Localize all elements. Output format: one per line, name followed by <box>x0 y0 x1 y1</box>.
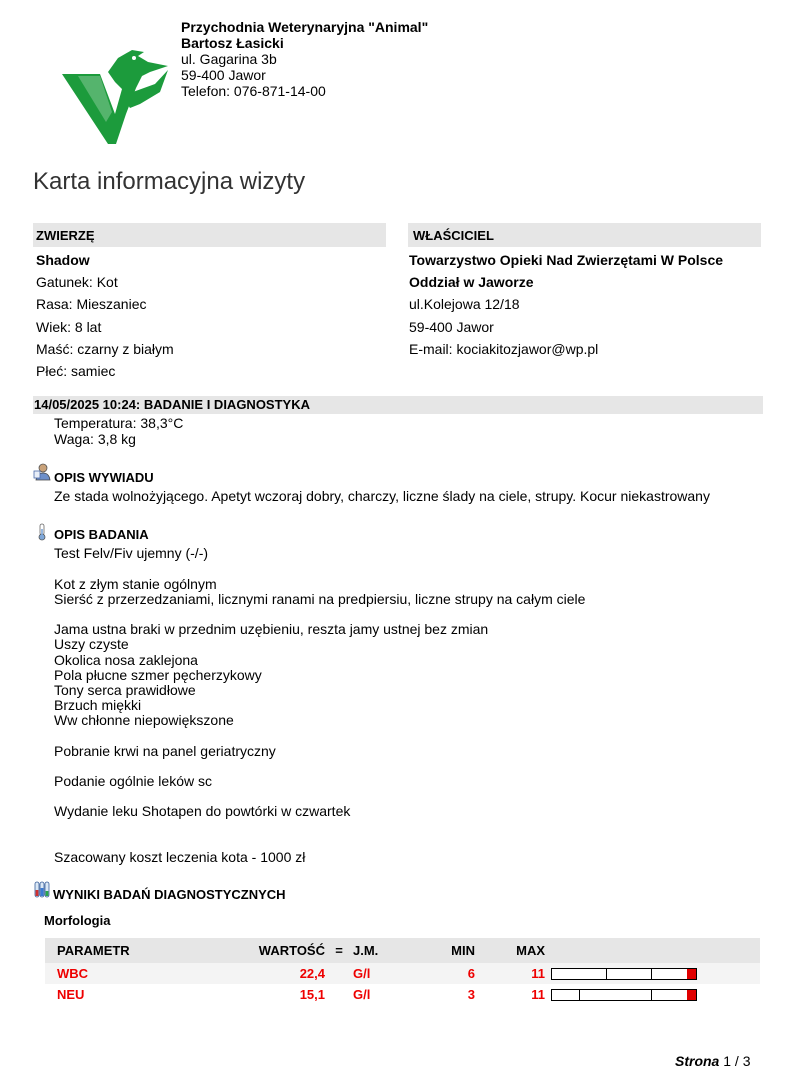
animal-age: Wiek: 8 lat <box>36 319 102 335</box>
cell-param: NEU <box>57 987 85 1002</box>
animal-breed: Rasa: Mieszaniec <box>36 296 147 312</box>
cell-min: 3 <box>467 987 475 1002</box>
page-footer <box>675 1053 751 1069</box>
cell-param: WBC <box>57 966 89 981</box>
cell-unit: G/l <box>353 966 371 981</box>
range-tick <box>651 969 652 979</box>
range-bar <box>551 968 697 980</box>
animal-sex: Płeć: samiec <box>36 363 116 379</box>
owner-name-line1: Towarzystwo Opieki Nad Zwierzętami W Polsce <box>409 252 724 268</box>
exam-line: Szacowany koszt leczenia kota - 1000 zł <box>54 849 306 865</box>
exam-line: Okolica nosa zaklejona <box>54 652 198 668</box>
results-table-header <box>45 938 760 963</box>
column-header-max: MAX <box>475 938 545 963</box>
column-header-value: WARTOŚĆ <box>220 938 325 963</box>
history-text: Ze stada wolnożyjącego. Apetyt wczoraj dobry, charczy, liczne ślady na ciele, strupy. Kocur niekastrowany <box>54 488 710 504</box>
owner-header <box>408 223 761 247</box>
visit-header <box>33 396 763 414</box>
owner-city: 59-400 Jawor <box>409 319 494 335</box>
exam-line: Tony serca prawidłowe <box>54 682 196 698</box>
page-total: / 3 <box>731 1053 751 1069</box>
visit-temperature: Temperatura: 38,3°C <box>54 415 184 431</box>
cell-max: 11 <box>531 987 545 1002</box>
exam-header: OPIS BADANIA <box>54 527 149 542</box>
cell-unit: G/l <box>353 987 371 1002</box>
results-header: WYNIKI BADAŃ DIAGNOSTYCZNYCH <box>53 887 286 902</box>
person-icon <box>33 463 51 481</box>
animal-name: Shadow <box>36 252 90 268</box>
range-bar <box>551 989 697 1001</box>
cell-value: 15,1 <box>299 987 325 1002</box>
animal-color: Maść: czarny z białym <box>36 341 174 357</box>
test-tubes-icon <box>33 881 51 899</box>
page-title: Karta informacyjna wizyty <box>33 168 306 195</box>
exam-line: Pola płucne szmer pęcherzykowy <box>54 667 262 683</box>
exam-line: Ww chłonne niepowiększone <box>54 712 234 728</box>
page-number: 1 <box>723 1053 732 1069</box>
animal-header-label: ZWIERZĘ <box>36 228 95 243</box>
thermometer-icon <box>36 523 48 541</box>
range-tick <box>606 969 607 979</box>
column-header-unit: J.M. <box>353 938 421 963</box>
cell-value: 22,4 <box>299 966 325 981</box>
range-tick <box>579 990 580 1000</box>
exam-line: Test Felv/Fiv ujemny (-/-) <box>54 545 209 561</box>
animal-header <box>33 223 386 247</box>
visit-weight: Waga: 3,8 kg <box>54 431 136 447</box>
column-header-eq: = <box>325 938 353 963</box>
range-tick <box>651 990 652 1000</box>
value-marker <box>687 969 696 979</box>
results-group: Morfologia <box>44 913 111 928</box>
clinic-info <box>181 19 428 99</box>
animal-species: Gatunek: Kot <box>36 274 118 290</box>
exam-line: Uszy czyste <box>54 636 129 652</box>
exam-line: Sierść z przerzedzaniami, licznymi ranami na predpiersiu, liczne strupy na całym ciele <box>54 591 586 607</box>
owner-email: E-mail: kociakitozjawor@wp.pl <box>409 341 599 357</box>
exam-line: Kot z złym stanie ogólnym <box>54 576 217 592</box>
visit-header-label: 14/05/2025 10:24: BADANIE I DIAGNOSTYKA <box>34 397 310 412</box>
exam-line: Wydanie leku Shotapen do powtórki w czwartek <box>54 803 351 819</box>
cell-min: 6 <box>467 966 475 981</box>
clinic-street: ul. Gagarina 3b <box>181 51 277 67</box>
clinic-doctor: Bartosz Łasicki <box>181 35 284 51</box>
value-marker <box>687 990 696 1000</box>
owner-header-label: WŁAŚCICIEL <box>413 228 494 243</box>
history-header: OPIS WYWIADU <box>54 470 154 485</box>
table-row <box>45 963 760 984</box>
column-header-param: PARAMETR <box>45 938 220 963</box>
clinic-phone: Telefon: 076-871-14-00 <box>181 83 326 99</box>
owner-name-line2: Oddział w Jaworze <box>409 274 534 290</box>
column-header-min: MIN <box>421 938 475 963</box>
exam-line: Pobranie krwi na panel geriatryczny <box>54 743 276 759</box>
owner-street: ul.Kolejowa 12/18 <box>409 296 520 312</box>
cell-max: 11 <box>531 966 545 981</box>
exam-line: Jama ustna braki w przednim uzębieniu, reszta jamy ustnej bez zmian <box>54 621 489 637</box>
clinic-city: 59-400 Jawor <box>181 67 266 83</box>
clinic-name: Przychodnia Weterynaryjna "Animal" <box>181 19 429 35</box>
table-row <box>45 984 760 1005</box>
results-table <box>45 938 760 1005</box>
exam-line: Brzuch miękki <box>54 697 142 713</box>
clinic-logo <box>60 44 170 144</box>
page-label: Strona <box>675 1053 720 1069</box>
exam-line: Podanie ogólnie leków sc <box>54 773 212 789</box>
